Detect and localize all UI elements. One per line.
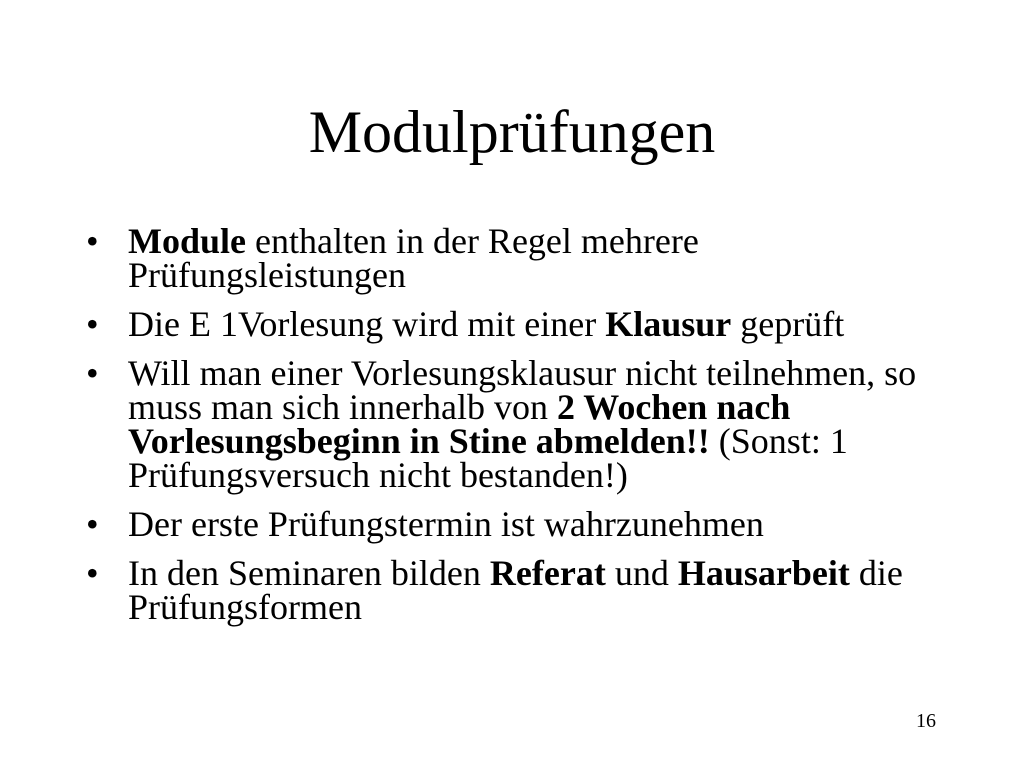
bullet-text <box>128 553 903 627</box>
text-segment: (Sonst: 1 Prüfungsversuch nicht bestanden!) <box>128 421 848 495</box>
bold-text-segment: Referat <box>489 553 606 593</box>
bold-text-segment: Klausur <box>605 304 732 344</box>
page-number: 16 <box>916 710 936 732</box>
bullet-item <box>86 221 966 295</box>
bullet-item <box>86 504 966 544</box>
text-segment: die Prüfungsformen <box>128 553 903 627</box>
bullet-list <box>86 221 966 639</box>
text-segment: Der erste Prüfungstermin ist wahrzunehmen <box>128 504 764 544</box>
text-segment: und <box>605 553 678 593</box>
text-segment: Die E 1Vorlesung wird mit einer <box>128 304 606 344</box>
bullet-dot-icon: • <box>86 504 99 544</box>
bullet-text <box>128 221 699 295</box>
text-segment: In den Seminaren bilden <box>128 553 490 593</box>
bullet-dot-icon: • <box>86 304 99 344</box>
bullet-text <box>128 304 844 344</box>
bold-text-segment: Hausarbeit <box>677 553 850 593</box>
text-segment: enthalten in der Regel mehrere Prüfungsleistungen <box>128 221 699 295</box>
text-segment: Will man einer Vorlesungsklausur nicht teilnehmen, so muss man sich innerhalb von <box>128 353 917 427</box>
bullet-dot-icon: • <box>86 353 99 393</box>
bold-text-segment: 2 Wochen nach Vorlesungsbeginn in Stine abmelden!! <box>128 387 791 461</box>
bullet-dot-icon: • <box>86 221 99 261</box>
bullet-item <box>86 553 966 627</box>
bullet-item <box>86 304 966 344</box>
bullet-dot-icon: • <box>86 553 99 593</box>
slide-title: Modulprüfungen <box>308 99 716 165</box>
bullet-text <box>128 504 764 544</box>
bullet-item <box>86 353 966 495</box>
text-segment: geprüft <box>731 304 845 344</box>
bold-text-segment: Module <box>128 221 247 261</box>
bullet-text <box>128 353 916 495</box>
